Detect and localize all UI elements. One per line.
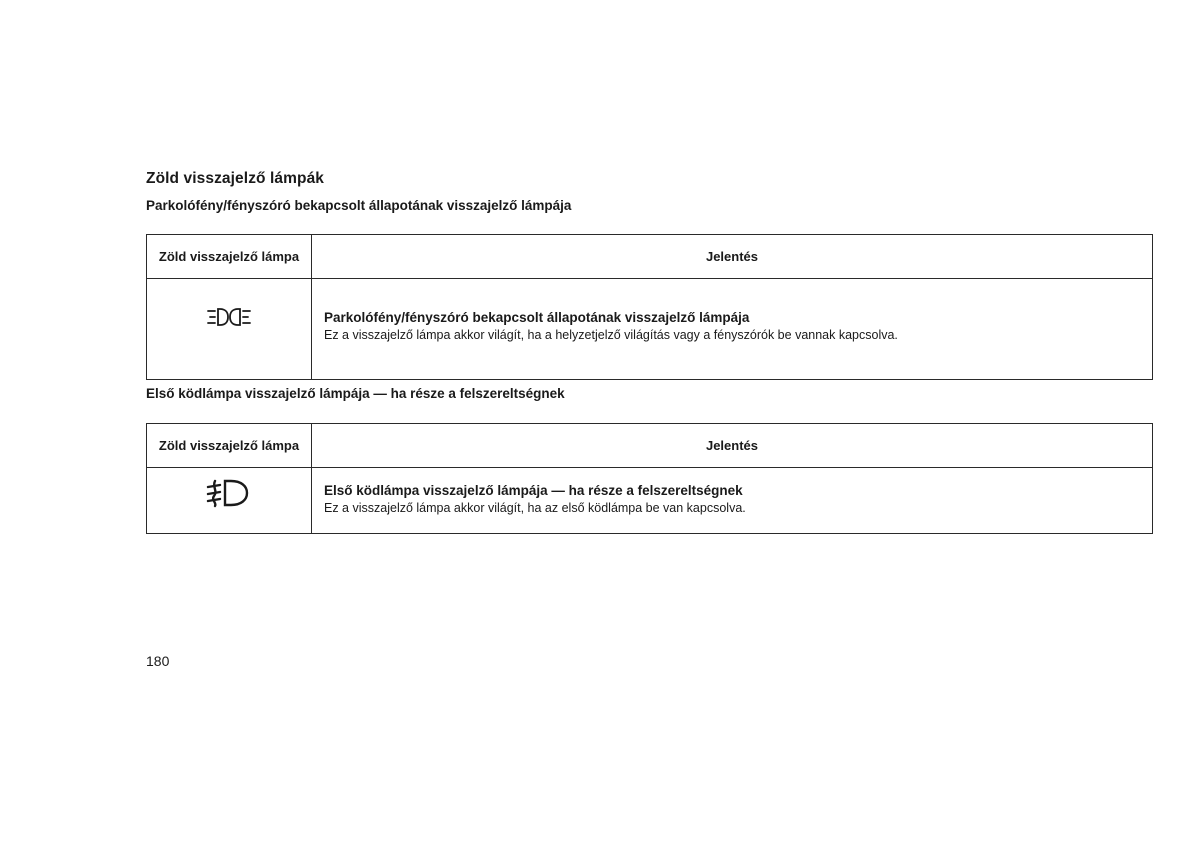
parking-lights-icon xyxy=(206,305,252,329)
table-header-row xyxy=(147,424,1153,468)
column-header-lamp: Zöld visszajelző lámpa xyxy=(147,424,312,468)
front-fog-lamp-icon xyxy=(205,478,253,508)
meaning-cell xyxy=(312,468,1153,534)
page-number: 180 xyxy=(146,653,170,669)
column-header-meaning: Jelentés xyxy=(312,424,1153,468)
section-heading-fog-lamp: Első ködlámpa visszajelző lámpája — ha része a felszereltségnek xyxy=(146,386,565,401)
column-header-meaning: Jelentés xyxy=(312,235,1153,279)
column-header-lamp: Zöld visszajelző lámpa xyxy=(147,235,312,279)
lamp-icon-cell xyxy=(147,279,312,380)
warning-lamp-table-parking xyxy=(146,234,1153,380)
section-heading-parking-lights: Parkolófény/fényszóró bekapcsolt állapotának visszajelző lámpája xyxy=(146,198,572,213)
lamp-title: Első ködlámpa visszajelző lámpája — ha része a felszereltségnek xyxy=(324,483,743,498)
meaning-cell xyxy=(312,279,1153,380)
table-row xyxy=(147,468,1153,534)
warning-lamp-table-fog xyxy=(146,423,1153,534)
lamp-description: Ez a visszajelző lámpa akkor világít, ha az első ködlámpa be van kapcsolva. xyxy=(324,501,746,515)
lamp-title: Parkolófény/fényszóró bekapcsolt állapotának visszajelző lámpája xyxy=(324,310,750,325)
lamp-description: Ez a visszajelző lámpa akkor világít, ha a helyzetjelző világítás vagy a fényszórók be vannak kapcsolva. xyxy=(324,328,898,342)
page-title: Zöld visszajelző lámpák xyxy=(146,170,325,187)
lamp-icon-cell xyxy=(147,468,312,534)
table-row xyxy=(147,279,1153,380)
table-header-row xyxy=(147,235,1153,279)
